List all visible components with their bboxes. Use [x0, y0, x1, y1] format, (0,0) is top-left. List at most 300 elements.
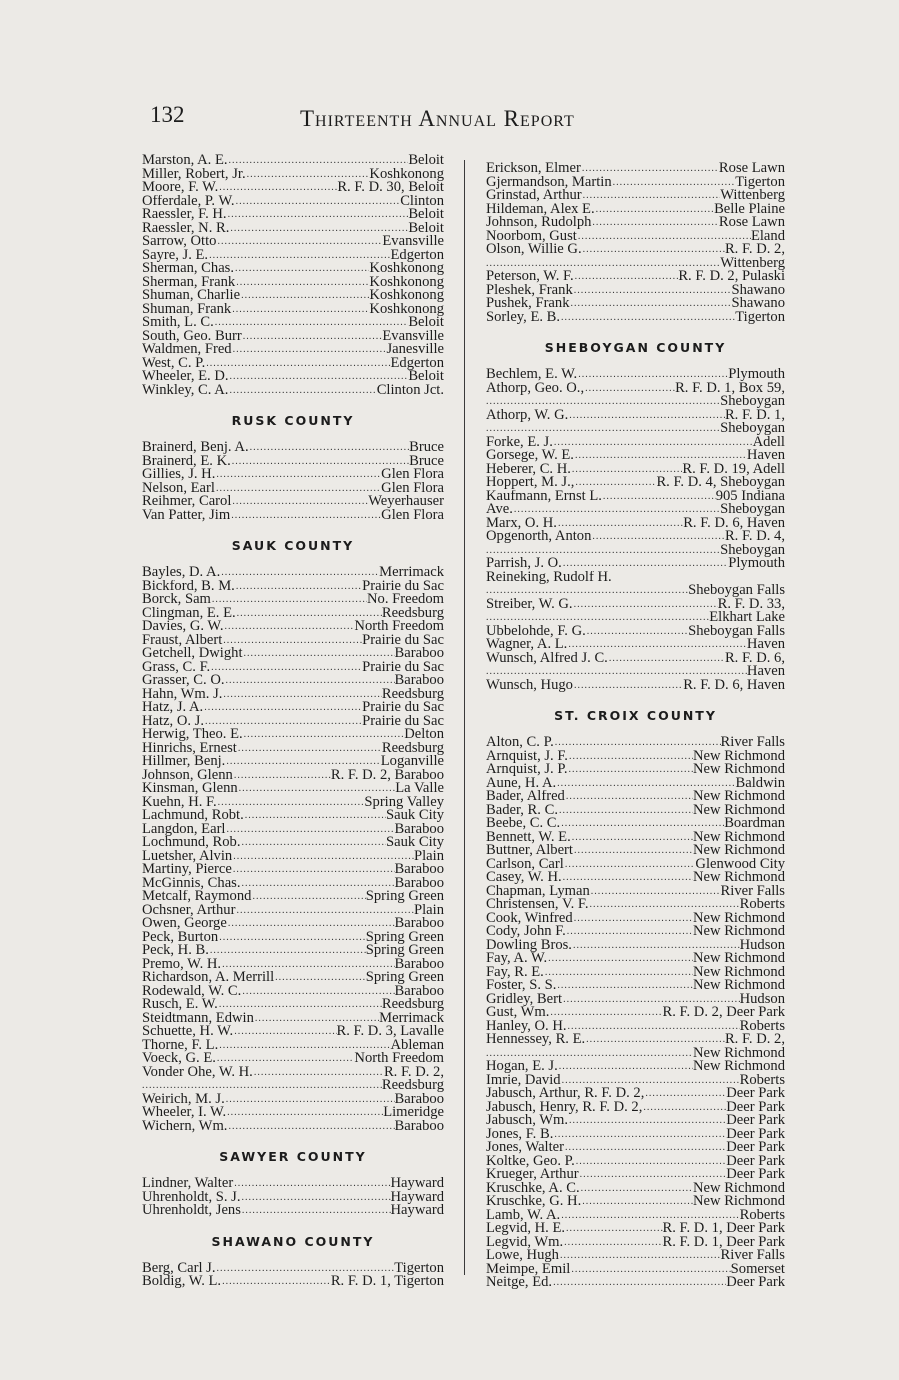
entry-name: Cook, Winfred [486, 911, 573, 925]
entry-name: Heberer, C. H. [486, 462, 571, 476]
entry-name: West, C. P. [142, 356, 206, 370]
entry-place: Limeridge [383, 1106, 444, 1120]
directory-entry [142, 316, 444, 330]
directory-entry [142, 917, 444, 931]
entry-place: Deer Park [726, 1100, 785, 1114]
entry-place: Glen Flora [381, 481, 444, 495]
entry-name: Carlson, Carl [486, 857, 564, 871]
dot-leader [225, 1093, 395, 1107]
dot-leader [235, 195, 401, 209]
entry-name: Sorley, E. B. [486, 310, 561, 324]
dot-leader [573, 912, 693, 926]
directory-entry [486, 1060, 785, 1074]
entry-name: Meimpe, Emil [486, 1262, 571, 1276]
entry-place: New Richmond [692, 911, 785, 925]
dot-leader [582, 189, 721, 203]
dot-leader [547, 952, 693, 966]
entry-place: Baraboo [394, 984, 444, 998]
dot-leader [228, 154, 409, 168]
dot-leader [216, 235, 382, 249]
directory-entry [486, 952, 785, 966]
directory-entry [486, 1155, 785, 1169]
dot-leader [229, 222, 408, 236]
dot-leader [221, 958, 394, 972]
dot-leader [595, 203, 714, 217]
directory-entry [486, 409, 785, 423]
entry-name: Steidtmann, Edwin [142, 1011, 254, 1025]
entry-place: Deer Park [726, 1114, 785, 1128]
dot-leader [554, 736, 721, 750]
entry-place: Baraboo [394, 876, 444, 890]
entry-place: 905 Indiana [715, 489, 785, 503]
entry-place: Sheboygan [720, 395, 785, 409]
directory-entry [142, 495, 444, 509]
dot-leader [590, 885, 721, 899]
entry-list [142, 1262, 444, 1289]
entry-place: New Richmond [692, 844, 785, 858]
entry-name: Johnson, Rudolph [486, 216, 592, 230]
dot-leader [642, 1101, 726, 1115]
entry-place: Haven [746, 665, 785, 679]
directory-entry [486, 790, 785, 804]
directory-entry [142, 998, 444, 1012]
dot-leader [644, 1087, 726, 1101]
entry-place: Koshkonong [369, 262, 444, 276]
directory-entry [142, 1025, 444, 1039]
dot-leader [570, 297, 732, 311]
dot-leader [231, 455, 409, 469]
dot-leader [558, 804, 693, 818]
directory-entry [142, 701, 444, 715]
entry-name: Pleshek, Frank [486, 283, 573, 297]
dot-leader [215, 482, 381, 496]
entry-name: Getchell, Dwight [142, 647, 243, 661]
entry-name: Foster, S. S. [486, 979, 557, 993]
directory-entry [486, 1020, 785, 1034]
directory-entry [142, 566, 444, 580]
entry-name: Arnquist, J. F. [486, 749, 568, 763]
entry-place: Deer Park [726, 1154, 785, 1168]
dot-leader [560, 1209, 739, 1223]
directory-entry [142, 455, 444, 469]
entry-name: Voeck, G. E. [142, 1052, 216, 1066]
entry-place: Roberts [739, 1073, 785, 1087]
entry-place: Spring Green [365, 944, 444, 958]
entry-name: Rusch, E. W. [142, 998, 218, 1012]
entry-name: Ave. [486, 503, 513, 517]
column-divider [464, 160, 465, 1275]
directory-entry [486, 638, 785, 652]
entry-name: Sherman, Frank [142, 275, 236, 289]
directory-entry [486, 203, 785, 217]
entry-name: Vonder Ohe, W. H. [142, 1065, 253, 1079]
entry-name: Miller, Robert, Jr. [142, 167, 246, 181]
entry-name: Bader, Alfred [486, 790, 565, 804]
directory-entry [486, 270, 785, 284]
directory-entry [486, 243, 785, 257]
dot-leader [274, 971, 366, 985]
dot-leader [486, 544, 720, 558]
entry-name: Raessler, F. H. [142, 208, 227, 222]
entry-name: Berg, Carl J. [142, 1261, 216, 1275]
dot-leader [591, 216, 719, 230]
dot-leader [235, 904, 414, 918]
entry-name: Athorp, W. G. [486, 408, 569, 422]
entry-place: R. F. D. 6, Haven [683, 516, 785, 530]
county-heading-sawyer: SAWYER COUNTY [219, 1149, 367, 1164]
directory-entry [486, 1006, 785, 1020]
dot-leader [574, 270, 679, 284]
dot-leader [486, 584, 688, 598]
directory-entry [142, 607, 444, 621]
entry-place: Bruce [409, 454, 444, 468]
dot-leader [227, 1120, 394, 1134]
directory-entry [486, 871, 785, 885]
entry-place: Reedsburg [381, 1079, 444, 1093]
entry-place: River Falls [720, 736, 785, 750]
directory-entry [142, 634, 444, 648]
dot-leader [225, 823, 394, 837]
entry-name: Marston, A. E. [142, 154, 228, 168]
dot-leader [142, 1079, 382, 1093]
entry-name: Gridley, Bert [486, 992, 563, 1006]
entry-name: Nelson, Earl [142, 481, 215, 495]
dot-leader [584, 382, 675, 396]
directory-entry [142, 985, 444, 999]
entry-name: Davies, G. W. [142, 620, 224, 634]
entry-place: Reedsburg [381, 687, 444, 701]
entry-place: Loganville [380, 755, 444, 769]
entry-place: Reedsburg [381, 741, 444, 755]
entry-place: R. F. D. 33, [717, 597, 785, 611]
directory-entry [486, 311, 785, 325]
entry-place: Elkhart Lake [709, 611, 785, 625]
dot-leader [573, 598, 718, 612]
dot-leader [568, 409, 725, 423]
entry-name: Wunsch, Hugo [486, 678, 573, 692]
dot-leader [513, 503, 720, 517]
directory-entry [142, 904, 444, 918]
entry-place: Clinton Jct. [376, 383, 444, 397]
entry-name: Alton, C. P. [486, 736, 554, 750]
entry-place: R. F. D. 30, Beloit [337, 181, 444, 195]
directory-entry [486, 912, 785, 926]
directory-entry [142, 195, 444, 209]
directory-entry [142, 674, 444, 688]
dot-leader [236, 607, 382, 621]
entry-name: Gjermandson, Martin [486, 175, 612, 189]
directory-entry [486, 925, 785, 939]
dot-leader [571, 463, 682, 477]
entry-name: Richardson, A. Merrill [142, 971, 275, 985]
directory-entry [486, 1114, 785, 1128]
directory-entry [486, 679, 785, 693]
directory-entry [486, 297, 785, 311]
entry-place: Glen Flora [381, 468, 444, 482]
dot-leader [233, 1177, 390, 1191]
entry-place: River Falls [720, 1249, 785, 1263]
directory-entry [142, 715, 444, 729]
dot-leader [552, 1276, 726, 1290]
entry-name: Shuman, Frank [142, 302, 232, 316]
directory-entry [486, 885, 785, 899]
entry-place: Koshkonong [369, 275, 444, 289]
dot-leader [572, 939, 740, 953]
directory-entry [142, 850, 444, 864]
directory-entry [142, 1066, 444, 1080]
entry-place: New Richmond [692, 749, 785, 763]
dot-leader [241, 985, 394, 999]
directory-entry [486, 777, 785, 791]
entry-place: Deer Park [726, 1087, 785, 1101]
entry-place: Janesville [386, 343, 444, 357]
entry-name: Olson, Willie G. [486, 243, 582, 257]
entry-name: Wagner, A. L. [486, 638, 568, 652]
entry-name: Borck, Sam [142, 593, 211, 607]
entry-name: Martiny, Pierce [142, 863, 232, 877]
dot-leader [486, 422, 720, 436]
entry-place: Adell [752, 435, 785, 449]
entry-place: Beloit [408, 221, 444, 235]
dot-leader [565, 790, 693, 804]
entry-name: Dowling Bros. [486, 938, 572, 952]
entry-list [142, 566, 444, 1133]
directory-entry [486, 1222, 785, 1236]
directory-entry [142, 931, 444, 945]
entry-place: Beloit [408, 208, 444, 222]
directory-entry [486, 1182, 785, 1196]
directory-entry [142, 154, 444, 168]
dot-leader [562, 871, 693, 885]
entry-name: Chapman, Lyman [486, 884, 590, 898]
entry-name: Peck, Burton [142, 930, 219, 944]
entry-place: Deer Park [726, 1141, 785, 1155]
entry-place: Hudson [739, 938, 785, 952]
dot-leader [573, 284, 732, 298]
directory-entry [486, 257, 785, 271]
dot-leader [232, 863, 395, 877]
dot-leader [565, 1222, 662, 1236]
entry-name: Sarrow, Otto [142, 235, 217, 249]
entry-name: Fraust, Albert [142, 633, 223, 647]
entry-name: Fay, A. W. [486, 952, 548, 966]
entry-place: Spring Green [365, 971, 444, 985]
dot-leader [222, 634, 362, 648]
directory-entry [142, 769, 444, 783]
entry-name: Clingman, E. E. [142, 606, 236, 620]
entry-name: Brainerd, Benj. A. [142, 441, 249, 455]
dot-leader [570, 1263, 730, 1277]
entry-name: Cody, John F. [486, 925, 566, 939]
directory-entry [486, 1263, 785, 1277]
entry-name: Grass, C. F. [142, 660, 211, 674]
entry-place: R. F. D. 4, [724, 530, 785, 544]
directory-entry [486, 1101, 785, 1115]
entry-place: Tigerton [735, 175, 785, 189]
entry-place: Koshkonong [369, 167, 444, 181]
entry-name: Bennett, W. E. [486, 830, 571, 844]
entry-place: R. F. D. 2, Pulaski [678, 270, 785, 284]
dot-leader [240, 289, 369, 303]
dot-leader [227, 917, 395, 931]
directory-entry [142, 1275, 444, 1289]
dot-leader [567, 1020, 740, 1034]
dot-leader [235, 276, 369, 290]
directory-entry [142, 1191, 444, 1205]
entry-name: Jabusch, Arthur, R. F. D. 2, [486, 1087, 645, 1101]
entry-place: Prairie du Sac [362, 660, 444, 674]
directory-entry [142, 1079, 444, 1093]
entry-place: New Richmond [692, 979, 785, 993]
entry-name: Christensen, V. F. [486, 898, 589, 912]
entry-name: Grasser, C. O. [142, 674, 225, 688]
directory-entry [142, 1204, 444, 1218]
dot-leader [567, 638, 747, 652]
entry-name: Raessler, N. R. [142, 221, 230, 235]
right-column [486, 162, 785, 1290]
directory-entry [486, 436, 785, 450]
dot-leader [585, 1033, 725, 1047]
entry-place: R. F. D. 1, Deer Park [662, 1235, 785, 1249]
directory-entry [486, 844, 785, 858]
entry-name: Shuman, Charlie [142, 289, 241, 303]
directory-entry [486, 611, 785, 625]
directory-entry [142, 742, 444, 756]
dot-leader [579, 1168, 727, 1182]
directory-entry [142, 235, 444, 249]
directory-entry [486, 736, 785, 750]
entry-place: Boardman [724, 817, 785, 831]
directory-entry [486, 1209, 785, 1223]
dot-leader [558, 1060, 693, 1074]
entry-place: Hudson [739, 992, 785, 1006]
entry-place: New Richmond [692, 925, 785, 939]
entry-place: Plymouth [728, 557, 785, 571]
dot-leader [562, 993, 740, 1007]
entry-place: Hayward [390, 1204, 444, 1218]
directory-entry [142, 370, 444, 384]
entry-name: Buttner, Albert [486, 844, 573, 858]
entry-place: Sheboygan [720, 503, 785, 517]
dot-leader [568, 750, 693, 764]
entry-place: New Richmond [692, 871, 785, 885]
directory-entry [486, 858, 785, 872]
directory-entry [486, 517, 785, 531]
dot-leader [222, 688, 381, 702]
directory-entry [486, 422, 785, 436]
entry-place: Prairie du Sac [362, 633, 444, 647]
directory-entry [486, 584, 785, 598]
directory-entry [486, 979, 785, 993]
directory-entry [142, 1012, 444, 1026]
dot-leader [486, 665, 747, 679]
entry-name: Imrie, David [486, 1073, 561, 1087]
directory-entry [142, 661, 444, 675]
county-heading-rusk: RUSK COUNTY [231, 413, 355, 428]
directory-entry [486, 625, 785, 639]
entry-place: Koshkonong [369, 302, 444, 316]
entry-place: Baraboo [394, 917, 444, 931]
directory-entry [142, 276, 444, 290]
entry-name: South, Geo. Burr [142, 329, 242, 343]
dot-leader [612, 176, 736, 190]
directory-entry [142, 890, 444, 904]
dot-leader [571, 831, 693, 845]
directory-entry [486, 162, 785, 176]
entry-place: Hayward [390, 1190, 444, 1204]
entry-place: R. F. D. 1, [724, 408, 785, 422]
dot-leader [233, 769, 331, 783]
dot-leader [544, 966, 693, 980]
dot-leader [235, 580, 362, 594]
entry-place: No. Freedom [366, 593, 444, 607]
entry-place: Baraboo [394, 1119, 444, 1133]
entry-list [142, 441, 444, 522]
entry-name: Hildeman, Alex E. [486, 202, 595, 216]
entry-list [142, 154, 444, 397]
entry-place: Sheboygan Falls [688, 584, 785, 598]
dot-leader [227, 208, 409, 222]
dot-leader [586, 625, 688, 639]
directory-entry [142, 1039, 444, 1053]
entry-name: Pushek, Frank [486, 297, 570, 311]
dot-leader [241, 877, 395, 891]
dot-leader [573, 679, 683, 693]
entry-place: Bruce [409, 441, 444, 455]
dot-leader [591, 530, 725, 544]
entry-place: Prairie du Sac [362, 714, 444, 728]
entry-name: Uhrenholdt, Jens [142, 1204, 241, 1218]
directory-entry [486, 1141, 785, 1155]
directory-entry [142, 823, 444, 837]
entry-list [142, 1177, 444, 1218]
entry-place: Deer Park [726, 1276, 785, 1290]
dot-leader [553, 436, 753, 450]
directory-entry [486, 750, 785, 764]
entry-name: Jones, F. B. [486, 1127, 554, 1141]
entry-name: Erickson, Elmer [486, 162, 581, 176]
dot-leader [582, 243, 725, 257]
directory-entry [486, 1047, 785, 1061]
directory-entry [142, 168, 444, 182]
directory-entry [142, 580, 444, 594]
dot-leader [216, 1262, 395, 1276]
directory-entry [142, 441, 444, 455]
entry-name: Casey, W. H. [486, 871, 562, 885]
entry-place: Edgerton [390, 356, 444, 370]
dot-leader [560, 311, 735, 325]
dot-leader [577, 230, 751, 244]
entry-place: La Valle [395, 782, 444, 796]
directory-entry [142, 1177, 444, 1191]
entry-name: Johnson, Glenn [142, 768, 233, 782]
entry-place: Sauk City [386, 836, 444, 850]
directory-entry [486, 966, 785, 980]
dot-leader [581, 162, 719, 176]
dot-leader [553, 1128, 726, 1142]
entry-place: Evansville [382, 235, 444, 249]
entry-place: Baraboo [394, 863, 444, 877]
entry-name: Krueger, Arthur [486, 1168, 579, 1182]
entry-name: Winkley, C. A. [142, 383, 229, 397]
directory-entry [486, 230, 785, 244]
entry-name: Sayre, J. E. [142, 248, 209, 262]
entry-place: Reedsburg [381, 606, 444, 620]
entry-place: Glen Flora [381, 508, 444, 522]
directory-entry [142, 782, 444, 796]
directory-entry [486, 571, 785, 585]
entry-place: Merrimack [379, 566, 444, 580]
